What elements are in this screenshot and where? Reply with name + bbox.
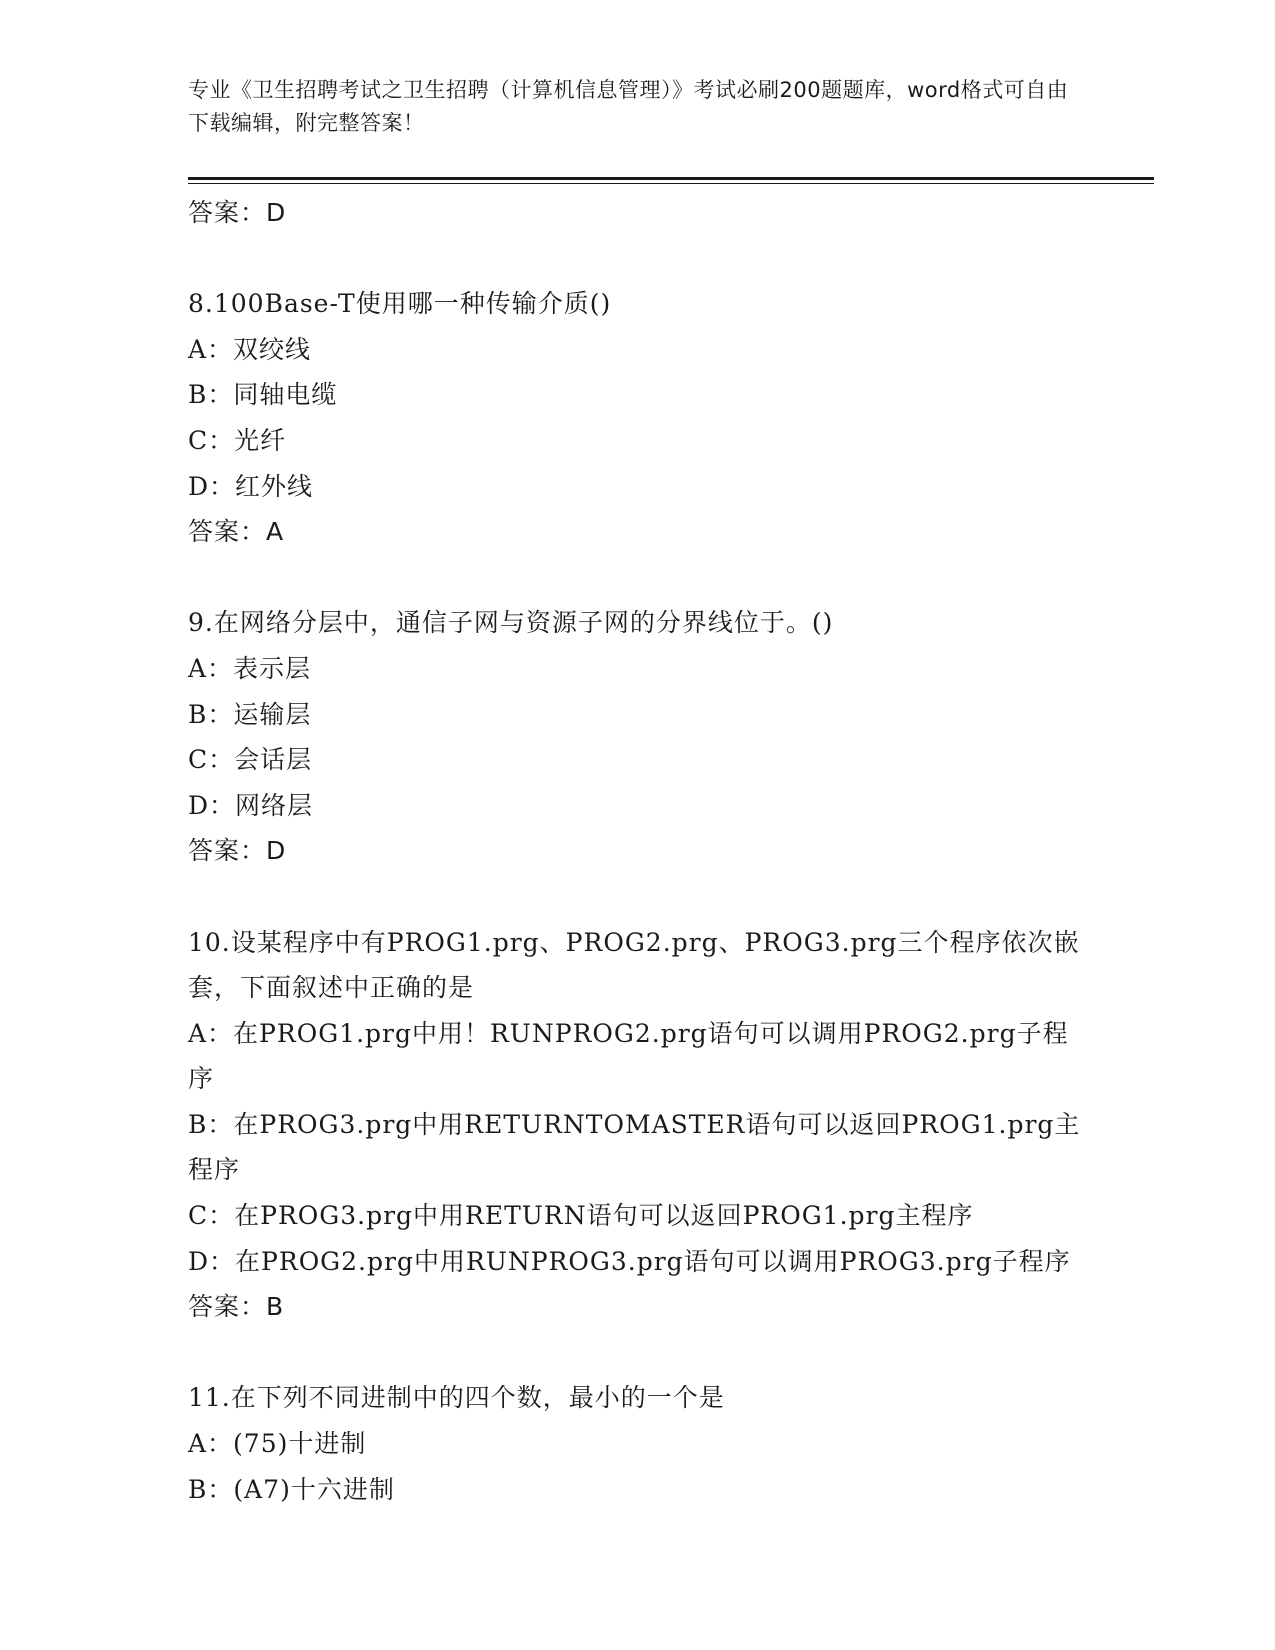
spacer: [188, 874, 1088, 920]
option-c: C：在PROG3.prg中用RETURN语句可以返回PROG1.prg主程序: [188, 1201, 974, 1231]
option-a: A：表示层: [188, 653, 312, 683]
spacer: [188, 555, 1088, 601]
option-a: A：在PROG1.prg中用！RUNPROG2.prg语句可以调用PROG2.prg子程序: [188, 1018, 1069, 1094]
option-b: B：运输层: [188, 699, 312, 729]
option-d: D：红外线: [188, 471, 314, 501]
question-text: 8.100Base-T使用哪一种传输介质(): [188, 289, 612, 319]
question-text: 10.设某程序中有PROG1.prg、PROG2.prg、PROG3.prg三个程序依次嵌套，下面叙述中正确的是: [188, 927, 1080, 1003]
answer-line: 答案：A: [188, 517, 285, 547]
document-header: 专业《卫生招聘考试之卫生招聘（计算机信息管理）》考试必刷200题题库，word格式可自由下载编辑，附完整答案！: [188, 78, 1069, 135]
header-divider-thick: [188, 177, 1154, 180]
option-b: B：同轴电缆: [188, 380, 338, 410]
answer-line: 答案：D: [188, 198, 287, 227]
option-b: B：在PROG3.prg中用RETURNTOMASTER语句可以返回PROG1.prg主程序: [188, 1109, 1081, 1185]
spacer: [188, 236, 1088, 282]
spacer: [188, 1330, 1088, 1376]
answer-line: 答案：B: [188, 1292, 285, 1322]
option-b: B：(A7)十六进制: [188, 1474, 395, 1504]
option-a: A：双绞线: [188, 334, 312, 364]
option-d: D：在PROG2.prg中用RUNPROG3.prg语句可以调用PROG3.prg子程序: [188, 1246, 1071, 1276]
option-c: C：光纤: [188, 425, 287, 455]
question-text: 9.在网络分层中，通信子网与资源子网的分界线位于。(): [188, 608, 834, 638]
answer-line: 答案：D: [188, 836, 287, 866]
option-d: D：网络层: [188, 790, 314, 820]
option-a: A：(75)十进制: [188, 1429, 367, 1459]
question-list: [188, 190, 1088, 1512]
question-text: 11.在下列不同进制中的四个数，最小的一个是: [188, 1383, 725, 1413]
header-divider-thin: [188, 183, 1154, 184]
option-c: C：会话层: [188, 745, 313, 775]
